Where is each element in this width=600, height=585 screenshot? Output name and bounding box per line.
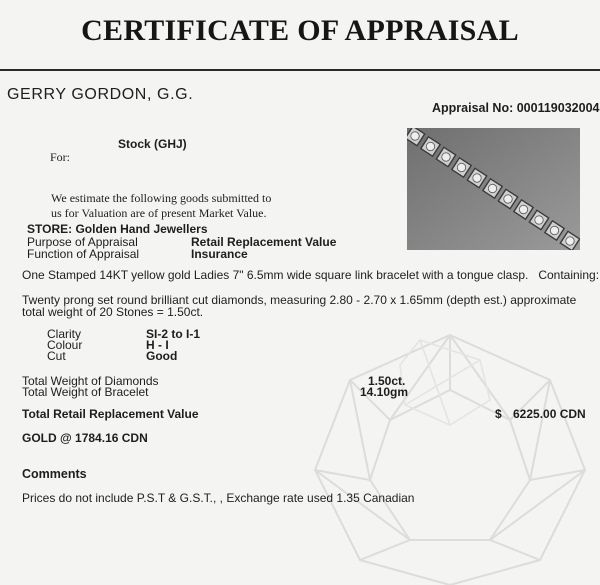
comments-text: Prices do not include P.S.T & G.S.T., , Exchange rate used 1.35 Canadian	[22, 491, 415, 505]
intro-line-1: We estimate the following goods submitted to	[51, 191, 272, 205]
stock-code: Stock (GHJ)	[118, 137, 187, 151]
colour-label: Colour	[47, 338, 83, 352]
total-currency: $	[495, 407, 502, 421]
colour-value: H - I	[146, 338, 169, 352]
appraisal-number: Appraisal No: 000119032004	[432, 101, 600, 115]
function-label: Function of Appraisal	[27, 247, 140, 261]
title-divider	[0, 69, 600, 71]
comments-heading: Comments	[22, 467, 87, 481]
bracelet-image-icon	[407, 128, 580, 250]
clarity-value: SI-2 to I-1	[146, 327, 201, 341]
for-label: For:	[50, 150, 71, 164]
certificate-title: CERTIFICATE OF APPRAISAL	[81, 14, 519, 47]
function-value: Insurance	[191, 247, 248, 261]
bracelet-photo	[407, 128, 580, 250]
gold-price: GOLD @ 1784.16 CDN	[22, 431, 148, 445]
item-description: One Stamped 14KT yellow gold Ladies 7" 6.5mm wide square link bracelet with a tongue clasp. Containing:	[22, 268, 600, 282]
diamond-description-line-1: Twenty prong set round brilliant cut diamonds, measuring 2.80 - 2.70 x 1.65mm (depth est.) approximate	[22, 293, 577, 307]
store-name: STORE: Golden Hand Jewellers	[27, 222, 208, 236]
total-label: Total Retail Replacement Value	[22, 407, 199, 421]
diamond-weight-value: 1.50ct.	[368, 374, 406, 388]
clarity-label: Clarity	[47, 327, 82, 341]
cut-label: Cut	[47, 349, 66, 363]
purpose-value: Retail Replacement Value	[191, 235, 337, 249]
intro-line-2: us for Valuation are of present Market Value.	[51, 206, 267, 220]
diamond-watermark-icon	[300, 300, 600, 585]
diamond-weight-label: Total Weight of Diamonds	[22, 374, 159, 388]
purpose-label: Purpose of Appraisal	[27, 235, 138, 249]
total-amount: 6225.00 CDN	[513, 407, 586, 421]
cut-value: Good	[146, 349, 178, 363]
bracelet-weight-value: 14.10gm	[360, 385, 409, 399]
bracelet-weight-label: Total Weight of Bracelet	[22, 385, 149, 399]
diamond-description-line-2: total weight of 20 Stones = 1.50ct.	[22, 305, 204, 319]
appraiser-name: GERRY GORDON, G.G.	[7, 86, 194, 103]
